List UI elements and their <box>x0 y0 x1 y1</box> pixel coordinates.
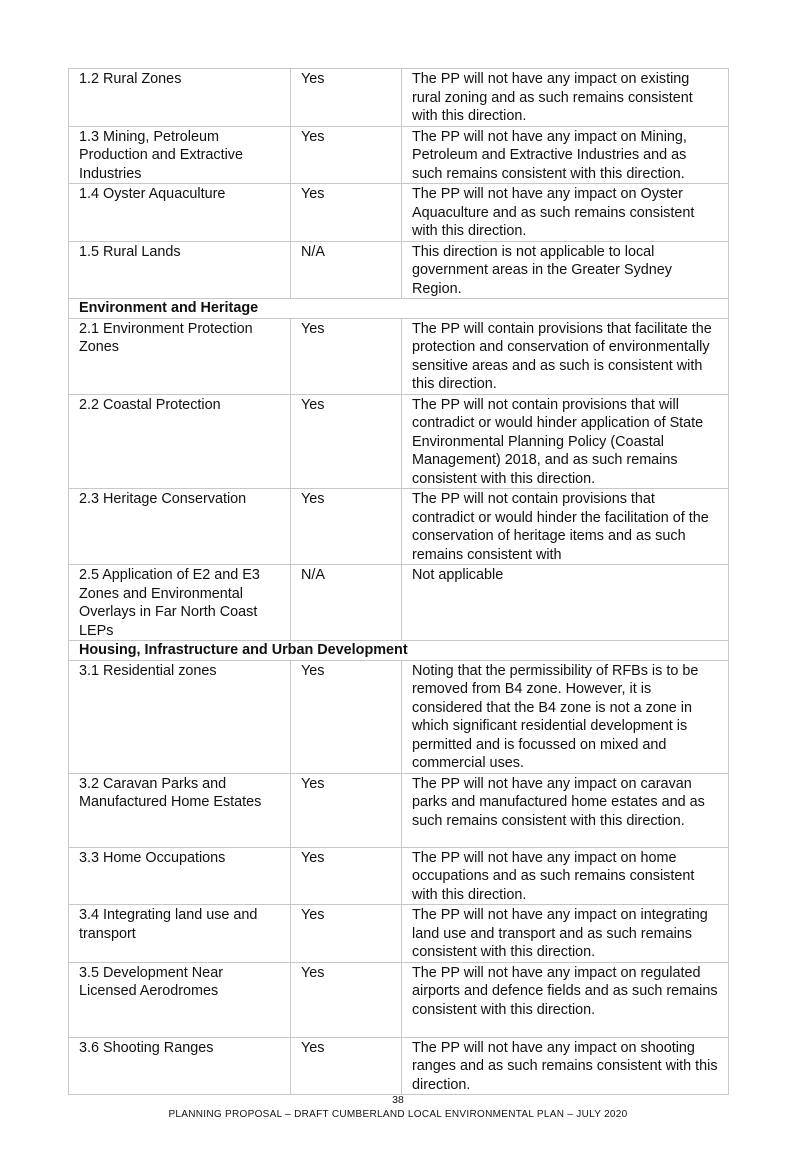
direction-cell: 3.6 Shooting Ranges <box>69 1037 291 1095</box>
section-header-row <box>69 299 729 319</box>
comment-cell: This direction is not applicable to local government areas in the Greater Sydney Region. <box>402 241 729 299</box>
section-title: Environment and Heritage <box>69 299 729 319</box>
consistency-cell: Yes <box>291 394 402 489</box>
comment-cell: The PP will not have any impact on shooting ranges and as such remains consistent with this direction. <box>402 1037 729 1095</box>
direction-cell: 2.1 Environment Protection Zones <box>69 318 291 394</box>
comment-cell: The PP will not contain provisions that contradict or would hinder the facilitation of the conservation of heritage items and as such remains consistent with <box>402 489 729 565</box>
table-row <box>69 241 729 299</box>
consistency-cell: Yes <box>291 660 402 773</box>
comment-cell: The PP will not have any impact on existing rural zoning and as such remains consistent with this direction. <box>402 69 729 127</box>
table-row <box>69 773 729 847</box>
table-row <box>69 126 729 184</box>
table-row <box>69 394 729 489</box>
direction-cell: 3.2 Caravan Parks and Manufactured Home Estates <box>69 773 291 847</box>
table-row <box>69 905 729 963</box>
comment-cell: Not applicable <box>402 565 729 641</box>
comment-cell: The PP will not have any impact on Oyster Aquaculture and as such remains consistent with this direction. <box>402 184 729 242</box>
table-row <box>69 184 729 242</box>
direction-cell: 1.2 Rural Zones <box>69 69 291 127</box>
consistency-cell: Yes <box>291 962 402 1037</box>
directions-table <box>68 68 729 1095</box>
consistency-cell: Yes <box>291 1037 402 1095</box>
comment-cell: The PP will not have any impact on Mining, Petroleum and Extractive Industries and as such remains consistent with this direction. <box>402 126 729 184</box>
comment-cell: The PP will not have any impact on caravan parks and manufactured home estates and as such remains consistent with this direction. <box>402 773 729 847</box>
table-row <box>69 489 729 565</box>
table-row <box>69 69 729 127</box>
direction-cell: 2.5 Application of E2 and E3 Zones and Environmental Overlays in Far North Coast LEPs <box>69 565 291 641</box>
consistency-cell: Yes <box>291 489 402 565</box>
direction-cell: 3.1 Residential zones <box>69 660 291 773</box>
consistency-cell: N/A <box>291 241 402 299</box>
comment-cell: The PP will not have any impact on regulated airports and defence fields and as such remains consistent with this direction. <box>402 962 729 1037</box>
direction-cell: 1.4 Oyster Aquaculture <box>69 184 291 242</box>
consistency-cell: Yes <box>291 773 402 847</box>
direction-cell: 1.5 Rural Lands <box>69 241 291 299</box>
section-title: Housing, Infrastructure and Urban Development <box>69 641 729 661</box>
comment-cell: The PP will not have any impact on integrating land use and transport and as such remains consistent with this direction. <box>402 905 729 963</box>
consistency-cell: Yes <box>291 126 402 184</box>
comment-cell: Noting that the permissibility of RFBs is to be removed from B4 zone. However, it is considered that the B4 zone is not a zone in which significant residential development is permitted and is focussed on mixed and commercial uses. <box>402 660 729 773</box>
direction-cell: 3.5 Development Near Licensed Aerodromes <box>69 962 291 1037</box>
table-body <box>69 69 729 1095</box>
table-row <box>69 660 729 773</box>
comment-cell: The PP will not have any impact on home occupations and as such remains consistent with this direction. <box>402 847 729 905</box>
consistency-cell: Yes <box>291 184 402 242</box>
table-row <box>69 962 729 1037</box>
table-row <box>69 1037 729 1095</box>
consistency-cell: Yes <box>291 69 402 127</box>
consistency-cell: N/A <box>291 565 402 641</box>
consistency-cell: Yes <box>291 847 402 905</box>
consistency-cell: Yes <box>291 905 402 963</box>
direction-cell: 3.4 Integrating land use and transport <box>69 905 291 963</box>
table-row <box>69 565 729 641</box>
comment-cell: The PP will contain provisions that facilitate the protection and conservation of environmentally sensitive areas and as such is consistent with this direction. <box>402 318 729 394</box>
page-number: 38 <box>392 1094 404 1106</box>
document-title: PLANNING PROPOSAL – DRAFT CUMBERLAND LOCAL ENVIRONMENTAL PLAN – JULY 2020 <box>168 1109 628 1120</box>
table-row <box>69 318 729 394</box>
direction-cell: 2.3 Heritage Conservation <box>69 489 291 565</box>
direction-cell: 1.3 Mining, Petroleum Production and Extractive Industries <box>69 126 291 184</box>
direction-cell: 2.2 Coastal Protection <box>69 394 291 489</box>
consistency-cell: Yes <box>291 318 402 394</box>
comment-cell: The PP will not contain provisions that will contradict or would hinder application of State Environmental Planning Policy (Coastal Management) 2018, and as such remains consistent with this direction. <box>402 394 729 489</box>
section-header-row <box>69 641 729 661</box>
table-row <box>69 847 729 905</box>
direction-cell: 3.3 Home Occupations <box>69 847 291 905</box>
